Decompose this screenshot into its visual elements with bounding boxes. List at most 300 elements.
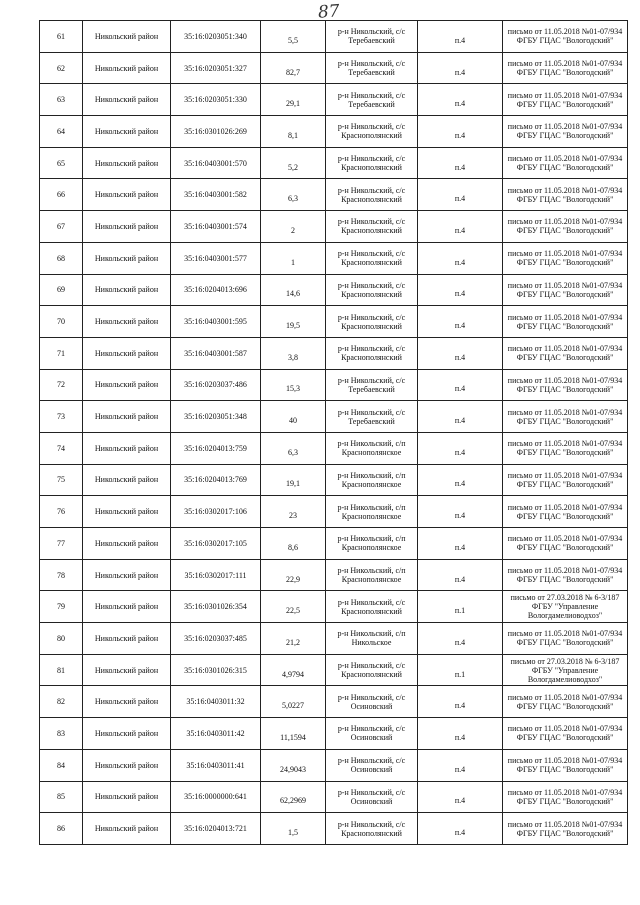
district-cell	[83, 623, 171, 655]
cadastral-number-cell-text: 35:16:0301026:269	[184, 126, 247, 136]
area-cell	[261, 432, 326, 464]
letter-reference-cell-text: письмо от 27.03.2018 № 6-3/187 ФГБУ "Управление Вологдамелиоводхоз"	[510, 656, 620, 684]
location-cell-text: р-н Никольский, с/с Осиновский	[337, 787, 406, 806]
cadastral-number-cell-text: 35:16:0204013:759	[184, 443, 247, 453]
clause-cell	[418, 591, 503, 623]
location-cell	[326, 559, 418, 591]
cadastral-number-cell	[171, 369, 261, 401]
district-cell	[83, 306, 171, 338]
area-cell-text: 22,9	[286, 574, 300, 584]
district-cell	[83, 52, 171, 84]
cadastral-number-cell	[171, 781, 261, 813]
table-row	[40, 496, 628, 528]
district-cell	[83, 147, 171, 179]
row-number-cell-text: 68	[57, 253, 65, 263]
location-cell-text: р-н Никольский, с/п Краснополянское	[337, 470, 406, 489]
row-number-cell	[40, 718, 83, 750]
location-cell-text: р-н Никольский, с/с Краснополянский	[337, 819, 406, 838]
district-cell-text: Никольский район	[94, 253, 159, 263]
cadastral-number-cell-text: 35:16:0204013:769	[184, 475, 247, 485]
row-number-cell-text: 71	[57, 348, 65, 358]
row-number-cell-text: 83	[57, 728, 65, 738]
letter-reference-cell-text: письмо от 11.05.2018 №01-07/934 ФГБУ ГЦАС "Вологодский"	[507, 692, 623, 711]
letter-reference-cell	[503, 686, 628, 718]
row-number-cell	[40, 432, 83, 464]
area-cell-text: 15,3	[286, 384, 300, 394]
location-cell-text: р-н Никольский, с/с Осиновский	[337, 692, 406, 711]
letter-reference-cell-text: письмо от 11.05.2018 №01-07/934 ФГБУ ГЦАС "Вологодский"	[507, 502, 623, 521]
row-number-cell	[40, 116, 83, 148]
letter-reference-cell-text: письмо от 11.05.2018 №01-07/934 ФГБУ ГЦАС "Вологодский"	[507, 185, 623, 204]
row-number-cell-text: 72	[57, 380, 65, 390]
location-cell	[326, 654, 418, 686]
area-cell	[261, 623, 326, 655]
letter-reference-cell	[503, 179, 628, 211]
location-cell-text: р-н Никольский, с/с Теребаевский	[337, 90, 406, 109]
row-number-cell	[40, 306, 83, 338]
cadastral-number-cell	[171, 242, 261, 274]
clause-cell-text: п.4	[454, 479, 466, 489]
area-cell-text: 8,1	[288, 130, 298, 140]
table-row	[40, 749, 628, 781]
area-cell-text: 11,1594	[280, 732, 306, 742]
clause-cell-text: п.4	[454, 35, 466, 45]
table-row	[40, 654, 628, 686]
district-cell-text: Никольский район	[94, 412, 159, 422]
location-cell-text: р-н Никольский, с/с Краснополянский	[337, 312, 406, 331]
cadastral-number-cell-text: 35:16:0403001:595	[184, 317, 247, 327]
clause-cell-text: п.4	[454, 321, 466, 331]
area-cell-text: 8,6	[288, 542, 298, 552]
district-cell	[83, 432, 171, 464]
area-cell-text: 24,9043	[280, 764, 306, 774]
area-cell	[261, 686, 326, 718]
location-cell	[326, 52, 418, 84]
table-row	[40, 591, 628, 623]
row-number-cell-text: 81	[57, 665, 65, 675]
row-number-cell	[40, 147, 83, 179]
area-cell	[261, 559, 326, 591]
area-cell-text: 6,3	[288, 447, 298, 457]
district-cell-text: Никольский район	[94, 633, 159, 643]
clause-cell	[418, 116, 503, 148]
district-cell-text: Никольский район	[94, 95, 159, 105]
district-cell	[83, 686, 171, 718]
letter-reference-cell	[503, 84, 628, 116]
cadastral-number-cell	[171, 496, 261, 528]
row-number-cell-text: 65	[57, 158, 65, 168]
location-cell	[326, 369, 418, 401]
clause-cell-text: п.4	[454, 130, 466, 140]
cadastral-number-cell-text: 35:16:0204013:696	[184, 285, 247, 295]
area-cell-text: 2	[291, 225, 295, 235]
district-cell-text: Никольский район	[94, 63, 159, 73]
table-row	[40, 623, 628, 655]
table-row	[40, 528, 628, 560]
clause-cell	[418, 306, 503, 338]
table-row	[40, 337, 628, 369]
row-number-cell-text: 64	[57, 126, 65, 136]
district-cell	[83, 496, 171, 528]
letter-reference-cell	[503, 528, 628, 560]
area-cell-text: 5,2	[288, 162, 298, 172]
district-cell	[83, 464, 171, 496]
clause-cell	[418, 559, 503, 591]
cadastral-number-cell-text: 35:16:0203051:327	[184, 63, 247, 73]
table-row	[40, 274, 628, 306]
clause-cell-text: п.4	[454, 384, 466, 394]
district-cell-text: Никольский район	[94, 538, 159, 548]
clause-cell	[418, 686, 503, 718]
clause-cell-text: п.4	[454, 416, 466, 426]
letter-reference-cell	[503, 242, 628, 274]
district-cell-text: Никольский район	[94, 158, 159, 168]
row-number-cell-text: 77	[57, 538, 65, 548]
row-number-cell	[40, 591, 83, 623]
cadastral-number-cell	[171, 464, 261, 496]
table-row	[40, 401, 628, 433]
area-cell	[261, 337, 326, 369]
clause-cell-text: п.4	[454, 162, 466, 172]
area-cell-text: 62,2969	[280, 796, 306, 806]
area-cell	[261, 528, 326, 560]
area-cell	[261, 147, 326, 179]
district-cell-text: Никольский район	[94, 221, 159, 231]
cadastral-number-cell	[171, 591, 261, 623]
cadastral-number-cell-text: 35:16:0301026:315	[184, 665, 247, 675]
clause-cell	[418, 718, 503, 750]
location-cell	[326, 84, 418, 116]
location-cell-text: р-н Никольский, с/п Никольское	[337, 629, 406, 648]
location-cell	[326, 528, 418, 560]
area-cell-text: 40	[289, 416, 297, 426]
clause-cell-text: п.4	[454, 289, 466, 299]
row-number-cell	[40, 242, 83, 274]
clause-cell-text: п.4	[454, 701, 466, 711]
clause-cell-text: п.4	[454, 511, 466, 521]
table-row	[40, 718, 628, 750]
area-cell	[261, 52, 326, 84]
table-row	[40, 242, 628, 274]
row-number-cell	[40, 21, 83, 53]
row-number-cell-text: 66	[57, 190, 65, 200]
cadastral-number-cell	[171, 813, 261, 845]
cadastral-number-cell	[171, 179, 261, 211]
letter-reference-cell	[503, 654, 628, 686]
row-number-cell-text: 62	[57, 63, 65, 73]
letter-reference-cell	[503, 337, 628, 369]
clause-cell	[418, 496, 503, 528]
row-number-cell	[40, 496, 83, 528]
clause-cell-text: п.4	[454, 796, 466, 806]
letter-reference-cell	[503, 432, 628, 464]
letter-reference-cell-text: письмо от 11.05.2018 №01-07/934 ФГБУ ГЦАС "Вологодский"	[507, 122, 623, 141]
table-row	[40, 432, 628, 464]
letter-reference-cell-text: письмо от 11.05.2018 №01-07/934 ФГБУ ГЦАС "Вологодский"	[507, 407, 623, 426]
letter-reference-cell-text: письмо от 11.05.2018 №01-07/934 ФГБУ ГЦАС "Вологодский"	[507, 27, 623, 46]
cadastral-number-cell	[171, 686, 261, 718]
area-cell-text: 29,1	[286, 99, 300, 109]
cadastral-number-cell-text: 35:16:0403011:41	[186, 760, 245, 770]
clause-cell-text: п.4	[454, 257, 466, 267]
cadastral-number-cell	[171, 21, 261, 53]
district-cell-text: Никольский район	[94, 475, 159, 485]
area-cell	[261, 84, 326, 116]
row-number-cell	[40, 813, 83, 845]
area-cell-text: 19,1	[286, 479, 300, 489]
area-cell-text: 21,2	[286, 637, 300, 647]
location-cell	[326, 274, 418, 306]
letter-reference-cell	[503, 718, 628, 750]
letter-reference-cell	[503, 781, 628, 813]
row-number-cell-text: 73	[57, 412, 65, 422]
clause-cell	[418, 369, 503, 401]
letter-reference-cell	[503, 116, 628, 148]
area-cell-text: 3,8	[288, 352, 298, 362]
row-number-cell-text: 84	[57, 760, 65, 770]
clause-cell	[418, 401, 503, 433]
district-cell-text: Никольский район	[94, 31, 159, 41]
location-cell-text: р-н Никольский, с/с Краснополянский	[337, 122, 406, 141]
cadastral-number-cell	[171, 623, 261, 655]
cadastral-number-cell	[171, 654, 261, 686]
row-number-cell-text: 76	[57, 507, 65, 517]
row-number-cell-text: 85	[57, 792, 65, 802]
cadastral-number-cell	[171, 337, 261, 369]
district-cell	[83, 654, 171, 686]
location-cell-text: р-н Никольский, с/с Краснополянский	[337, 185, 406, 204]
location-cell	[326, 749, 418, 781]
area-cell-text: 5,5	[288, 35, 298, 45]
location-cell-text: р-н Никольский, с/п Краснополянское	[337, 439, 406, 458]
row-number-cell	[40, 369, 83, 401]
cadastral-number-cell	[171, 116, 261, 148]
location-cell-text: р-н Никольский, с/с Осиновский	[337, 756, 406, 775]
row-number-cell-text: 79	[57, 602, 65, 612]
location-cell	[326, 116, 418, 148]
clause-cell-text: п.1	[454, 669, 466, 679]
cadastral-number-cell-text: 35:16:0302017:105	[184, 538, 247, 548]
location-cell	[326, 306, 418, 338]
cadastral-number-cell-text: 35:16:0203051:330	[184, 95, 247, 105]
clause-cell-text: п.4	[454, 764, 466, 774]
clause-cell	[418, 464, 503, 496]
letter-reference-cell-text: письмо от 11.05.2018 №01-07/934 ФГБУ ГЦАС "Вологодский"	[507, 756, 623, 775]
district-cell	[83, 274, 171, 306]
location-cell	[326, 21, 418, 53]
cadastral-number-cell	[171, 306, 261, 338]
cadastral-number-cell	[171, 211, 261, 243]
clause-cell-text: п.4	[454, 225, 466, 235]
table-row	[40, 116, 628, 148]
cadastral-number-cell-text: 35:16:0403001:577	[184, 253, 247, 263]
cadastral-number-cell	[171, 84, 261, 116]
area-cell-text: 5,0227	[282, 701, 304, 711]
cadastral-number-cell-text: 35:16:0302017:111	[184, 570, 247, 580]
location-cell-text: р-н Никольский, с/с Теребаевский	[337, 59, 406, 78]
row-number-cell-text: 70	[57, 317, 65, 327]
row-number-cell	[40, 401, 83, 433]
letter-reference-cell	[503, 813, 628, 845]
area-cell-text: 1	[291, 257, 295, 267]
location-cell-text: р-н Никольский, с/п Краснополянское	[337, 566, 406, 585]
letter-reference-cell	[503, 623, 628, 655]
row-number-cell	[40, 749, 83, 781]
table-row	[40, 813, 628, 845]
district-cell	[83, 116, 171, 148]
table-row	[40, 179, 628, 211]
district-cell	[83, 559, 171, 591]
location-cell-text: р-н Никольский, с/с Краснополянский	[337, 249, 406, 268]
row-number-cell-text: 78	[57, 570, 65, 580]
row-number-cell	[40, 559, 83, 591]
clause-cell-text: п.4	[454, 542, 466, 552]
clause-cell	[418, 211, 503, 243]
area-cell	[261, 496, 326, 528]
clause-cell-text: п.4	[454, 828, 466, 838]
district-cell	[83, 337, 171, 369]
district-cell	[83, 242, 171, 274]
district-cell	[83, 749, 171, 781]
district-cell-text: Никольский район	[94, 348, 159, 358]
district-cell	[83, 369, 171, 401]
location-cell	[326, 718, 418, 750]
cadastral-number-cell-text: 35:16:0000000:641	[184, 792, 247, 802]
district-cell-text: Никольский район	[94, 285, 159, 295]
row-number-cell-text: 75	[57, 475, 65, 485]
clause-cell	[418, 781, 503, 813]
letter-reference-cell-text: письмо от 11.05.2018 №01-07/934 ФГБУ ГЦАС "Вологодский"	[507, 787, 623, 806]
area-cell-text: 23	[289, 511, 297, 521]
location-cell	[326, 686, 418, 718]
letter-reference-cell	[503, 401, 628, 433]
clause-cell	[418, 749, 503, 781]
cadastral-number-cell-text: 35:16:0302017:106	[184, 507, 247, 517]
table-row	[40, 559, 628, 591]
cadastral-number-cell-text: 35:16:0203037:486	[184, 380, 247, 390]
cadastral-number-cell	[171, 274, 261, 306]
location-cell	[326, 242, 418, 274]
clause-cell	[418, 528, 503, 560]
row-number-cell	[40, 84, 83, 116]
area-cell	[261, 401, 326, 433]
letter-reference-cell-text: письмо от 11.05.2018 №01-07/934 ФГБУ ГЦАС "Вологодский"	[507, 90, 623, 109]
cadastral-number-cell	[171, 401, 261, 433]
table-row	[40, 369, 628, 401]
location-cell-text: р-н Никольский, с/с Краснополянский	[337, 344, 406, 363]
letter-reference-cell	[503, 274, 628, 306]
row-number-cell-text: 63	[57, 95, 65, 105]
row-number-cell	[40, 686, 83, 718]
letter-reference-cell-text: письмо от 11.05.2018 №01-07/934 ФГБУ ГЦАС "Вологодский"	[507, 819, 623, 838]
cadastral-number-cell-text: 35:16:0203051:348	[184, 412, 247, 422]
clause-cell	[418, 242, 503, 274]
table-row	[40, 52, 628, 84]
clause-cell-text: п.1	[454, 606, 466, 616]
area-cell	[261, 116, 326, 148]
district-cell	[83, 84, 171, 116]
letter-reference-cell	[503, 749, 628, 781]
row-number-cell	[40, 528, 83, 560]
letter-reference-cell-text: письмо от 11.05.2018 №01-07/934 ФГБУ ГЦАС "Вологодский"	[507, 249, 623, 268]
cadastral-number-cell	[171, 52, 261, 84]
location-cell-text: р-н Никольский, с/с Теребаевский	[337, 375, 406, 394]
letter-reference-cell-text: письмо от 11.05.2018 №01-07/934 ФГБУ ГЦАС "Вологодский"	[507, 439, 623, 458]
row-number-cell	[40, 781, 83, 813]
area-cell-text: 14,6	[286, 289, 300, 299]
location-cell-text: р-н Никольский, с/с Краснополянский	[337, 217, 406, 236]
location-cell-text: р-н Никольский, с/с Краснополянский	[337, 597, 406, 616]
clause-cell	[418, 623, 503, 655]
area-cell	[261, 242, 326, 274]
area-cell	[261, 781, 326, 813]
letter-reference-cell	[503, 559, 628, 591]
cadastral-number-cell-text: 35:16:0204013:721	[184, 824, 247, 834]
area-cell	[261, 813, 326, 845]
row-number-cell-text: 82	[57, 697, 65, 707]
district-cell	[83, 528, 171, 560]
location-cell	[326, 432, 418, 464]
district-cell-text: Никольский район	[94, 443, 159, 453]
letter-reference-cell-text: письмо от 11.05.2018 №01-07/934 ФГБУ ГЦАС "Вологодский"	[507, 724, 623, 743]
district-cell-text: Никольский район	[94, 728, 159, 738]
cadastral-number-cell	[171, 749, 261, 781]
row-number-cell-text: 74	[57, 443, 65, 453]
letter-reference-cell-text: письмо от 11.05.2018 №01-07/934 ФГБУ ГЦАС "Вологодский"	[507, 344, 623, 363]
area-cell	[261, 749, 326, 781]
cadastral-number-cell-text: 35:16:0203037:485	[184, 633, 247, 643]
clause-cell-text: п.4	[454, 447, 466, 457]
cadastral-number-cell-text: 35:16:0403001:587	[184, 348, 247, 358]
row-number-cell-text: 80	[57, 633, 65, 643]
area-cell	[261, 306, 326, 338]
location-cell	[326, 496, 418, 528]
district-cell-text: Никольский район	[94, 317, 159, 327]
letter-reference-cell-text: письмо от 27.03.2018 № 6-3/187 ФГБУ "Управление Вологдамелиоводхоз"	[510, 593, 620, 621]
cadastral-number-cell-text: 35:16:0403011:32	[186, 697, 245, 707]
district-cell-text: Никольский район	[94, 507, 159, 517]
row-number-cell-text: 67	[57, 221, 65, 231]
area-cell	[261, 179, 326, 211]
clause-cell	[418, 813, 503, 845]
area-cell-text: 22,5	[286, 606, 300, 616]
location-cell-text: р-н Никольский, с/с Краснополянский	[337, 280, 406, 299]
letter-reference-cell	[503, 496, 628, 528]
clause-cell-text: п.4	[454, 574, 466, 584]
page-number: 87	[317, 1, 341, 23]
district-cell	[83, 813, 171, 845]
letter-reference-cell-text: письмо от 11.05.2018 №01-07/934 ФГБУ ГЦАС "Вологодский"	[507, 629, 623, 648]
cadastral-number-cell	[171, 147, 261, 179]
letter-reference-cell	[503, 21, 628, 53]
table-row	[40, 781, 628, 813]
district-cell	[83, 401, 171, 433]
clause-cell	[418, 654, 503, 686]
area-cell	[261, 718, 326, 750]
table-row	[40, 464, 628, 496]
letter-reference-cell	[503, 147, 628, 179]
location-cell-text: р-н Никольский, с/с Теребаевский	[337, 27, 406, 46]
clause-cell	[418, 52, 503, 84]
clause-cell	[418, 179, 503, 211]
table-body	[40, 21, 628, 845]
clause-cell-text: п.4	[454, 732, 466, 742]
area-cell	[261, 21, 326, 53]
cadastral-number-cell	[171, 718, 261, 750]
letter-reference-cell-text: письмо от 11.05.2018 №01-07/934 ФГБУ ГЦАС "Вологодский"	[507, 470, 623, 489]
letter-reference-cell	[503, 306, 628, 338]
location-cell	[326, 179, 418, 211]
